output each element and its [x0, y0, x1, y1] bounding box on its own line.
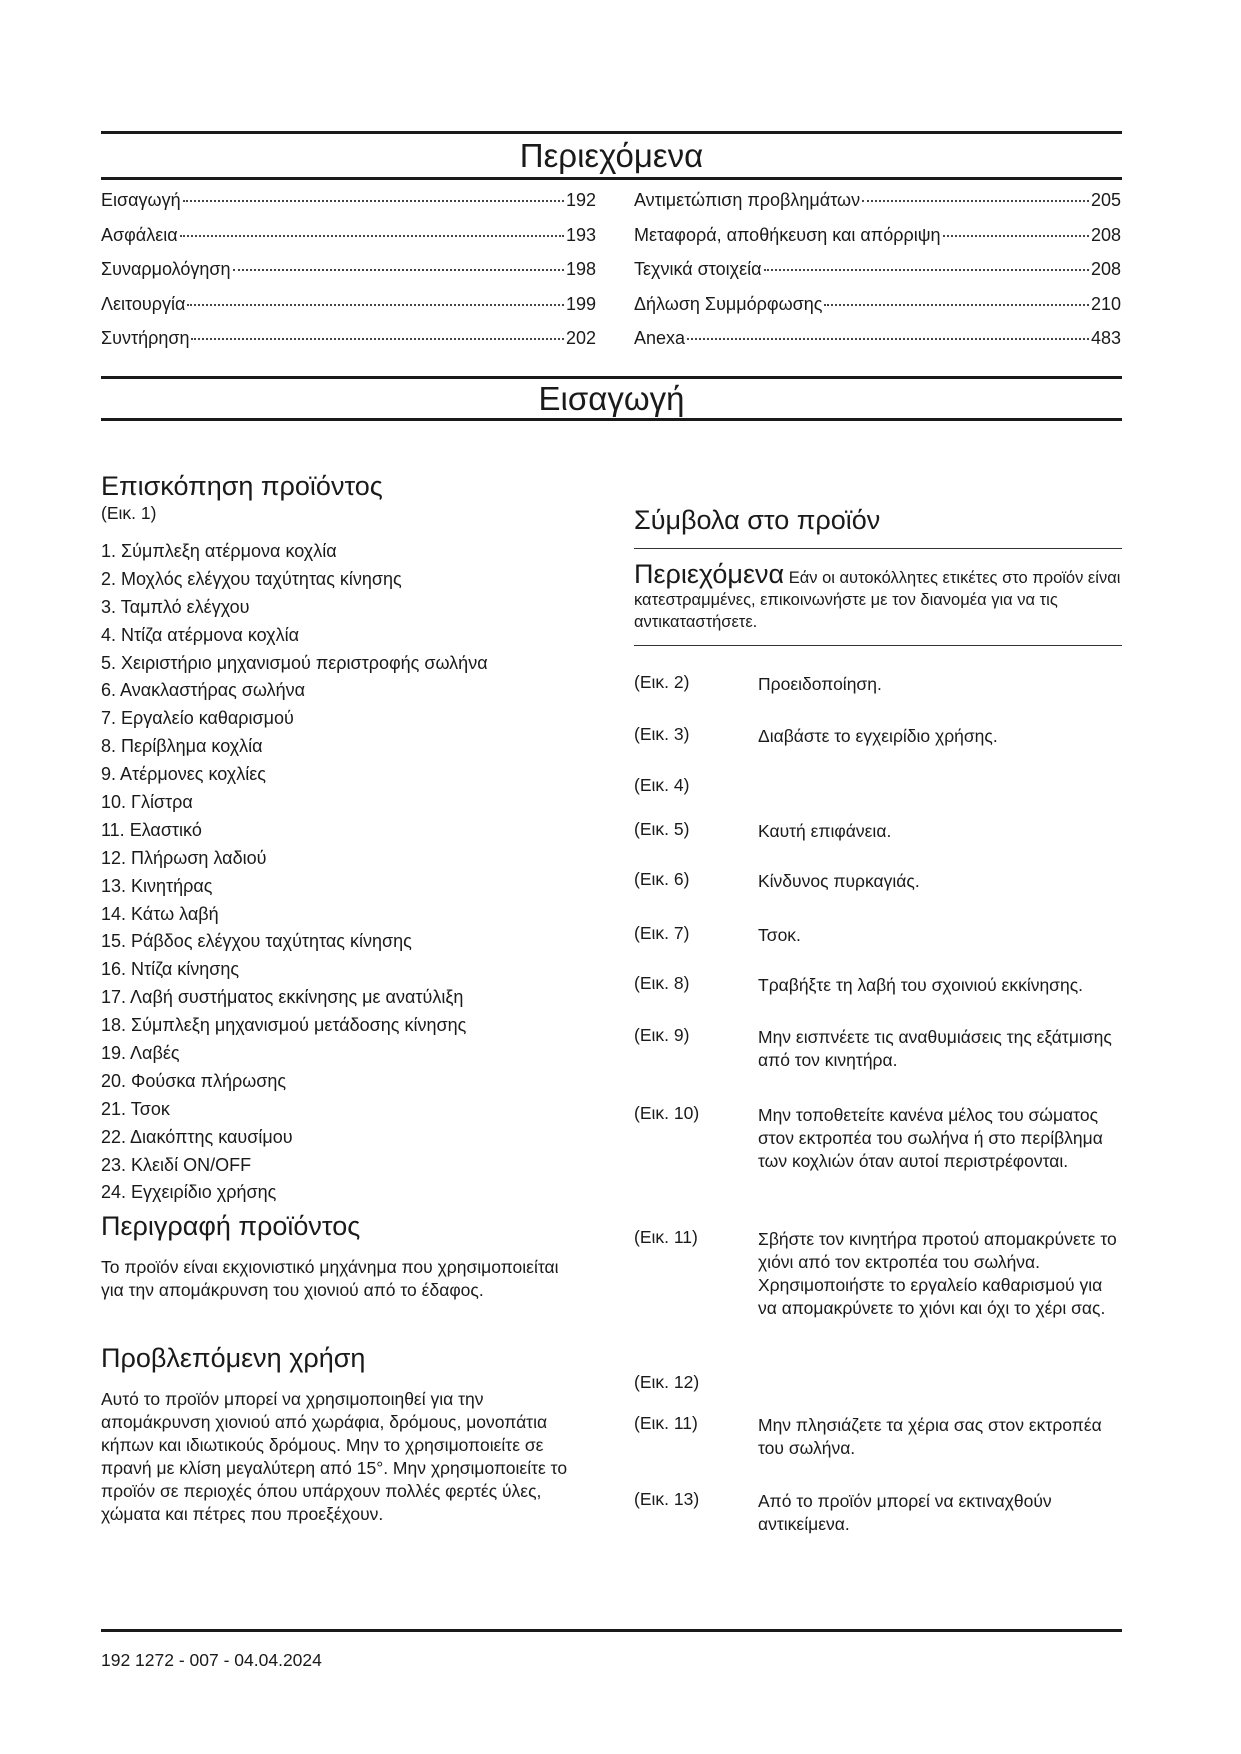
- overview-fig-ref: (Εικ. 1): [101, 503, 157, 523]
- symbols-note-text: Εάν οι αυτοκόλλητες ετικέτες στο προϊόν είναι κατεστραμμένες, επικοινωνήστε με τον διανομέα για να τις αντικαταστήσετε.: [634, 569, 1121, 631]
- toc-entry[interactable]: Εισαγωγή 192: [101, 190, 596, 210]
- toc-right-column: [634, 190, 1121, 363]
- list-item: 4. Ντίζα ατέρμονα κοχλία: [101, 624, 299, 645]
- toc-entry[interactable]: Συντήρηση 202: [101, 328, 596, 348]
- top-rule: [101, 131, 1122, 134]
- overview-heading: Επισκόπηση προϊόντος: [101, 471, 383, 501]
- list-item: 18. Σύμπλεξη μηχανισμού μετάδοσης κίνησης: [101, 1015, 467, 1036]
- description-heading: Περιγραφή προϊόντος: [101, 1211, 361, 1241]
- intended-use-heading: Προβλεπόμενη χρήση: [101, 1343, 366, 1373]
- intended-use-text: Αυτό το προϊόν μπορεί να χρησιμοποιηθεί για την απομάκρυνση χιονιού από χωράφια, δρόμους, μονοπάτια κήπων και ιδιωτικούς δρόμους. Μην το χρησιμοποιείτε σε πρανή με κλίση μεγαλύτερη από 15°. Μην χρησιμοποιείτε το προϊόν σε περιοχές όπου υπάρχουν πολλές φερτές ύλες, χώματα και πέτρες που προεξέχουν.: [101, 1389, 568, 1524]
- toc-entry[interactable]: Μεταφορά, αποθήκευση και απόρριψη 208: [634, 224, 1121, 245]
- intro-title: Εισαγωγή: [538, 380, 685, 417]
- list-item: 24. Εγχειρίδιο χρήσης: [101, 1182, 277, 1203]
- list-item: 5. Χειριστήριο μηχανισμού περιστροφής σωλήνα: [101, 652, 488, 673]
- footer-text: 192 1272 - 007 - 04.04.2024: [101, 1650, 322, 1670]
- list-item: 23. Κλειδί ON/OFF: [101, 1154, 252, 1175]
- toc-entry[interactable]: Δήλωση Συμμόρφωσης 210: [634, 293, 1121, 314]
- toc-title-rule: [101, 177, 1122, 180]
- list-item: 10. Γλίστρα: [101, 792, 193, 813]
- toc-entry[interactable]: Ασφάλεια 193: [101, 224, 596, 245]
- list-item: 6. Ανακλαστήρας σωλήνα: [101, 680, 306, 701]
- list-item: 19. Λαβές: [101, 1043, 180, 1064]
- list-item: 12. Πλήρωση λαδιού: [101, 847, 267, 868]
- component-list: [101, 540, 488, 1209]
- symbols-note: [634, 559, 1122, 633]
- toc-left-column: [101, 190, 596, 363]
- toc-entry[interactable]: Anexa 483: [634, 328, 1121, 348]
- list-item: 15. Ράβδος ελέγχου ταχύτητας κίνησης: [101, 931, 412, 952]
- list-item: 17. Λαβή συστήματος εκκίνησης με ανατύλιξη: [101, 987, 464, 1008]
- list-item: 16. Ντίζα κίνησης: [101, 959, 240, 980]
- intro-top-rule: [101, 376, 1122, 379]
- list-item: 2. Μοχλός ελέγχου ταχύτητας κίνησης: [101, 568, 402, 589]
- list-item: 22. Διακόπτης καυσίμου: [101, 1126, 293, 1147]
- list-item: 20. Φούσκα πλήρωσης: [101, 1070, 287, 1091]
- symbols-contents-word: Περιεχόμενα: [634, 559, 785, 589]
- symbols-rule-top: [634, 548, 1122, 549]
- list-item: 14. Κάτω λαβή: [101, 903, 219, 924]
- list-item: 3. Ταμπλό ελέγχου: [101, 596, 250, 617]
- symbols-rule-bottom: [634, 645, 1122, 646]
- toc-entry[interactable]: Αντιμετώπιση προβλημάτων 205: [634, 190, 1121, 210]
- list-item: 13. Κινητήρας: [101, 875, 213, 896]
- description-text: Το προϊόν είναι εκχιονιστικό μηχάνημα που χρησιμοποιείται για την απομάκρυνση του χιονιού από το έδαφος.: [101, 1257, 559, 1300]
- list-item: 21. Τσοκ: [101, 1098, 170, 1119]
- list-item: 11. Ελαστικό: [101, 819, 202, 840]
- list-item: 1. Σύμπλεξη ατέρμονα κοχλία: [101, 541, 337, 561]
- list-item: 9. Ατέρμονες κοχλίες: [101, 764, 266, 785]
- toc-entry[interactable]: Λειτουργία 199: [101, 293, 596, 314]
- toc-title: Περιεχόμενα: [519, 137, 704, 174]
- list-item: 8. Περίβλημα κοχλία: [101, 736, 263, 757]
- intro-title-rule: [101, 418, 1122, 421]
- symbols-heading: Σύμβολα στο προϊόν: [634, 505, 881, 535]
- list-item: 7. Εργαλείο καθαρισμού: [101, 708, 294, 729]
- toc-entry[interactable]: Τεχνικά στοιχεία 208: [634, 259, 1121, 279]
- toc-entry[interactable]: Συναρμολόγηση 198: [101, 259, 596, 279]
- footer-rule: [101, 1629, 1122, 1632]
